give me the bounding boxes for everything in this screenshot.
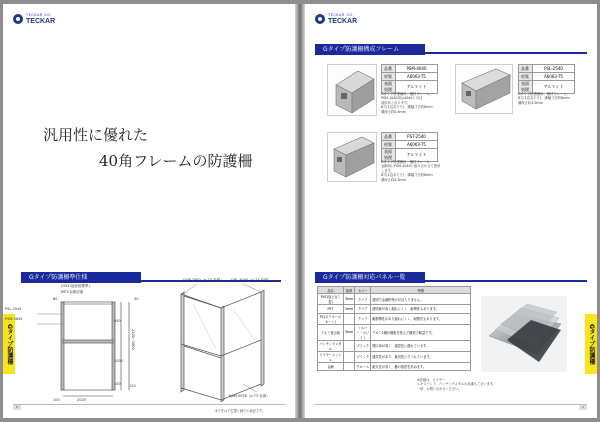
drawing-code-1: PSL-2545 (5, 307, 22, 311)
dim-7: 120 (129, 384, 136, 388)
section-title-spec: Gタイプ防護柵準仕様 (21, 272, 141, 283)
drawing-code-2: PSM-3645 (5, 317, 23, 321)
drawing-code-4: MET:金網部番 (61, 290, 84, 294)
table-row: ワイヤーメッシュ ブラック 通気性があり、換気性にすぐれています。 (318, 351, 471, 362)
brand-name: TECKAR (328, 17, 358, 25)
table-row: PET 3mm クリア 透明度が高く割れにくく、耐熱性もあります。 (318, 305, 471, 314)
brand-logo-icon (13, 14, 23, 24)
section-rule (425, 280, 587, 282)
table-row: 金網 クローム 耐久性が高く、柵の強度を高めます。 (318, 362, 471, 371)
catalog-spread (3, 4, 597, 418)
side-tab-left: Gタイプ防護柵 (3, 314, 15, 374)
dim-4: 1000 (114, 359, 123, 363)
table-row: パンチングメタル ブラック 開口率が高く、視認性に優れています。 (318, 340, 471, 351)
spec-note-psm4040: Gタイプ防護柵用、柵材フレーム。 PSM-1040用は4040とほぼ 同形状となります。 8穴(1辺あたり)、溝幅寸法約8mm 溝深さ約4.5mm (381, 92, 433, 114)
right-page (305, 4, 597, 418)
table-row: PVC(塩ビ)(三菱) 3mm クリア 透明で金属粉等がほぼ入りません。 (318, 294, 471, 305)
panel-table-note: ※詳細は、ワイヤー、 エキスパンド、パンチングメタルの品番もございます。 一部、お問い合わせください。 (417, 378, 496, 391)
brand-name: TECKAR (26, 17, 56, 25)
dim-8: 2025 (77, 398, 86, 402)
section-title-panels: Gタイプ防護柵対応パネル一覧 (315, 272, 425, 283)
spec-table-psl2540: 品番 PSL-2540 材質 A6063-T5 表面処理 アルマイト (518, 64, 575, 94)
panel-photo (481, 296, 567, 372)
spec-table-psm4040: 品番 PSM-4040 材質 A6063-T5 表面処理 アルマイト (381, 64, 438, 94)
page-number-left: 8 (13, 405, 21, 410)
dim-6: 100 (114, 382, 121, 386)
book-gutter (295, 4, 305, 418)
page-number-right: 9 (579, 405, 587, 410)
drawing-code-5: GQP-2580（p.73 参照） (183, 278, 224, 282)
dim-2: 40 (134, 297, 139, 301)
dim-5: 2100~1800 (131, 329, 135, 350)
drawing-code-3: (GSX:接続板標準) (61, 284, 90, 288)
footer-rule (13, 404, 285, 405)
dim-3: 950 (114, 319, 121, 323)
frame-photo-psl2540 (455, 64, 513, 114)
drawing-code-6: GBL-4040（p.73 参照） (231, 278, 272, 282)
left-page (3, 4, 295, 418)
spec-note-pst2540: Gタイプ防護柵用、柵材フレーム。 金網用にPSM-4040と組み合わせて使用します。 8穴(1辺あたり)、溝幅寸法約8mm 溝深さ約4.5mm (381, 160, 441, 182)
drawing-note: ※寸法は下位置と線での表記です。 (215, 409, 266, 413)
spec-note-psl2540: Gタイプ防護柵用、横材フレーム。 8穴(1辺あたり)、溝幅寸法約8mm 溝深さ約4.5mm (518, 92, 570, 105)
title-line-1: 汎用性に優れた (43, 126, 149, 144)
brand-tagline: TECKAR CO. (26, 13, 53, 17)
brand-logo (13, 14, 55, 25)
panel-table: 品名 板厚 カラー 特徴 PVC(塩ビ)(三菱) 3mm クリア 透明で金属粉等がほぼ入りません。 PET 3mm クリア 透明度が高く割れにくく、耐熱性もあります。 PC(ポリカーボネート) クリア 耐衝撃性があり割れにくく、耐熱性もあります。 アルミ複合板 3mm シルバー・ホワイト アルミ2層が樹脂を挟んだ構造で軽量です。 パンチングメタル ブラック 開口率が高く、視認性に優れています。 ワイヤーメッシュ ブラック 通気性があり、換気性にすぐれています。 金網 クローム 耐久性が高く、柵の強度を高めます。 (317, 286, 471, 371)
dim-9: 100 (53, 398, 60, 402)
brand-logo-right (315, 14, 357, 25)
frame-photo-pst2540 (327, 132, 377, 182)
spec-table-pst2540: 品番 PST-2540 材質 A6063-T5 表面処理 アルマイト (381, 132, 438, 162)
table-row: PC(ポリカーボネート) クリア 耐衝撃性があり割れにくく、耐熱性もあります。 (318, 313, 471, 324)
brand-logo-icon (315, 14, 325, 24)
table-row: アルミ複合板 3mm シルバー・ホワイト アルミ2層が樹脂を挟んだ構造で軽量です。 (318, 324, 471, 340)
page-title (43, 122, 253, 174)
title-line-2: 40角フレームの防護柵 (99, 152, 253, 170)
section-title-frames: Gタイプ防護柵構成フレーム (315, 44, 425, 55)
dim-1: 60 (53, 297, 58, 301)
section-rule (425, 52, 587, 54)
side-tab-right: Gタイプ防護柵 (585, 314, 597, 374)
fence-drawing (21, 284, 291, 402)
footer-rule (315, 404, 587, 405)
drawing-code-7: KAM-5556（p.73 参照） (229, 394, 270, 398)
brand-tagline: TECKAR CO. (328, 13, 355, 17)
frame-photo-psm4040 (327, 64, 377, 116)
